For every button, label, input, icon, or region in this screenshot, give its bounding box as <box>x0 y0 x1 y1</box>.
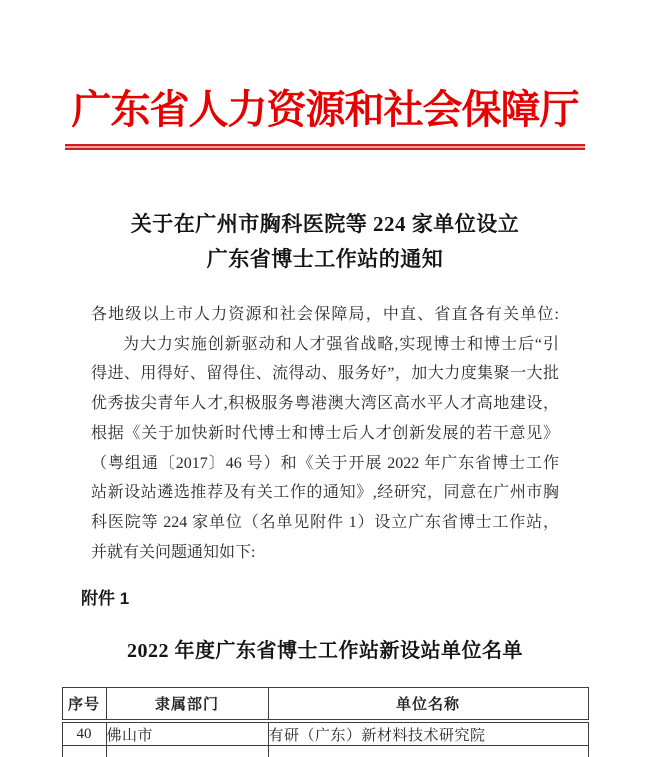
body-line: 得进、用得好、留得住、流得动、服务好”，加大力度集聚一大批 <box>91 365 559 383</box>
letterhead-title: 广东省人力资源和社会保障厅 <box>71 87 579 132</box>
cell-empty <box>106 746 268 757</box>
table-row-partial <box>62 746 588 757</box>
table-header-no: 序号 <box>62 688 106 722</box>
notice-body <box>91 300 559 567</box>
body-line: 科医院等 224 家单位（名单见附件 1）设立广东省博士工作站， <box>91 513 559 531</box>
cell-unit: 有研（广东）新材料技术研究院 <box>268 721 588 746</box>
document-title-line-2: 广东省博士工作站的通知 <box>206 247 444 271</box>
cell-no: 40 <box>62 721 106 746</box>
cell-empty <box>268 746 588 757</box>
attachment-title: 2022 年度广东省博士工作站新设站单位名单 <box>127 640 523 663</box>
attachment-label: 附件 1 <box>81 589 130 609</box>
body-line: 优秀拔尖青年人才,积极服务粤港澳大湾区高水平人才高地建设， <box>91 395 559 413</box>
salutation: 各地级以上市人力资源和社会保障局，中直、省直各有关单位: <box>91 306 559 323</box>
cell-department: 佛山市 <box>106 721 268 746</box>
letterhead-divider <box>65 144 585 150</box>
body-line: （粤组通〔2017〕46 号）和《关于开展 2022 年广东省博士工作 <box>91 454 559 472</box>
table-header-department: 隶属部门 <box>106 688 268 722</box>
units-table <box>62 687 589 757</box>
document-title <box>0 207 650 277</box>
body-line: 站新设站遴选推荐及有关工作的通知》,经研究，同意在广州市胸 <box>91 484 559 502</box>
body-line: 为大力实施创新驱动和人才强省战略,实现博士和博士后“引 <box>123 335 559 353</box>
body-line: 根据《关于加快新时代博士和博士后人才创新发展的若干意见》 <box>91 424 559 442</box>
table-header-row <box>62 688 588 722</box>
table-header-unit: 单位名称 <box>268 688 588 722</box>
table-row <box>62 721 588 746</box>
cell-empty <box>62 746 106 757</box>
body-line: 并就有关问题通知如下: <box>91 543 256 561</box>
document-title-line-1: 关于在广州市胸科医院等 224 家单位设立 <box>130 212 520 236</box>
